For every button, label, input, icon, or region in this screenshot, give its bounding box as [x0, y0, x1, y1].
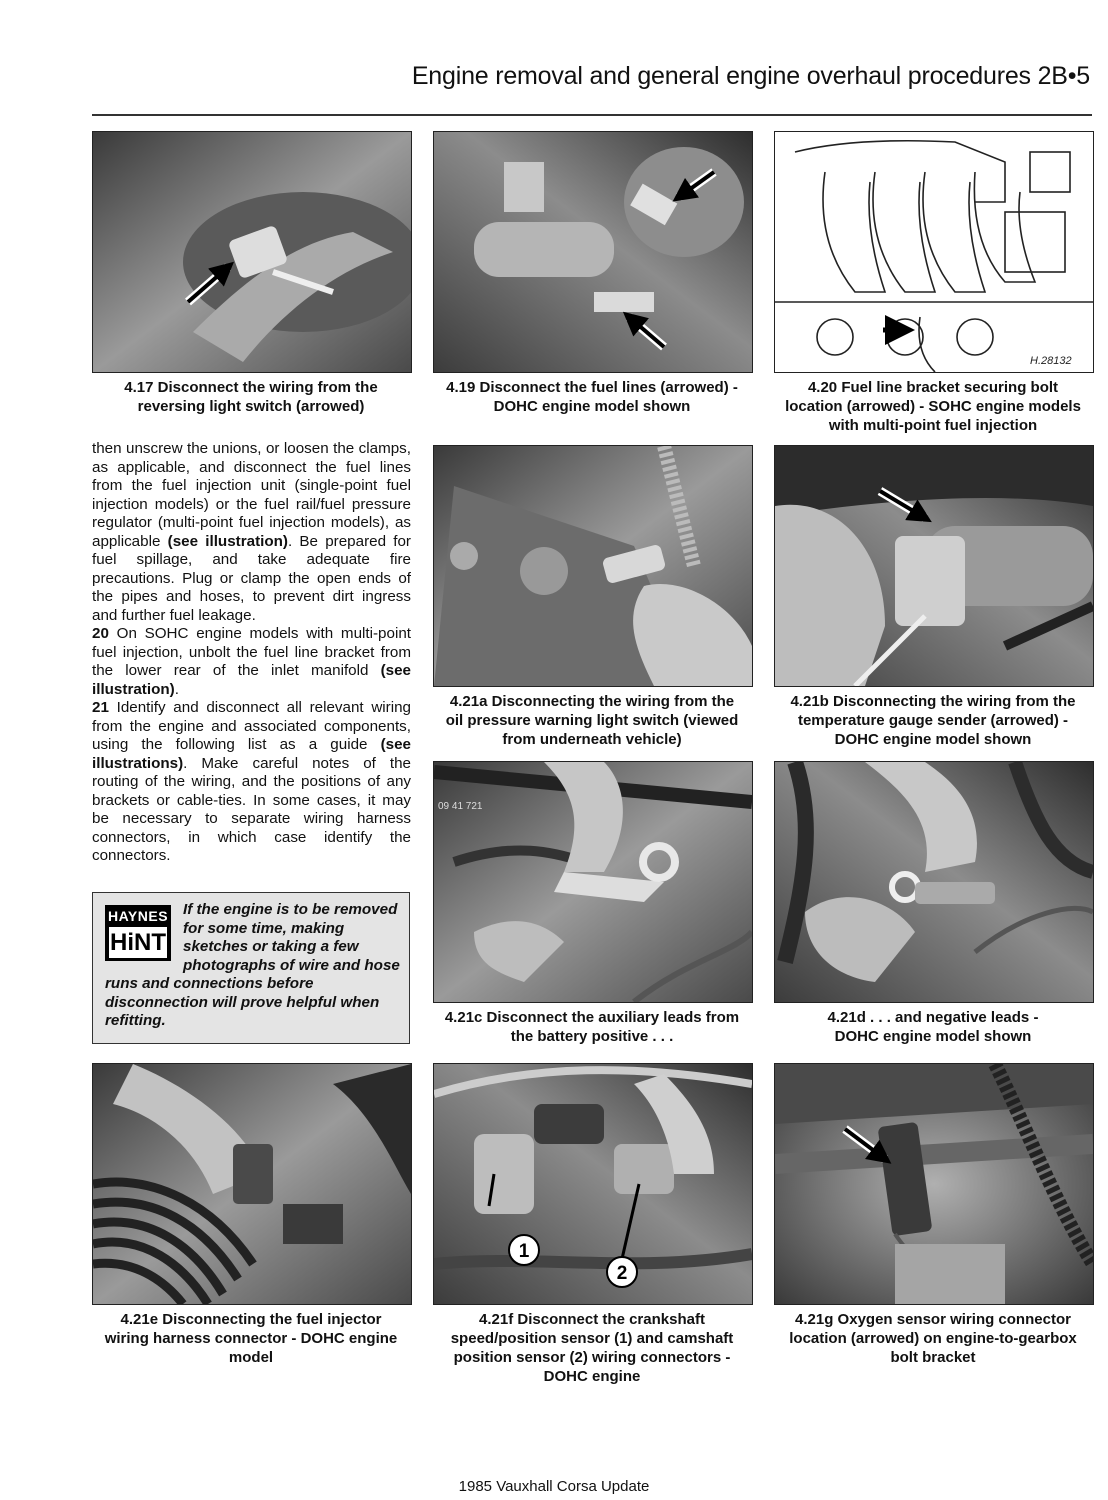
haynes-hint-box — [92, 892, 410, 1044]
text: On SOHC engine models with multi-point fuel injection, unbolt the fuel line bracket from the lower rear of the inlet manifold — [92, 625, 411, 679]
drawing-reference-number: H.28132 — [1030, 355, 1072, 367]
caption-line: DOHC engine model shown — [834, 1028, 1032, 1045]
figure-4-21e-caption — [92, 1310, 410, 1367]
figure-4-21a-photo — [433, 445, 753, 687]
figure-4-19-photo — [433, 131, 753, 373]
callout-marker-2: 2 — [616, 1263, 628, 1284]
paragraph-20 — [92, 625, 411, 699]
caption-line: 4.21g Oxygen sensor wiring connector — [795, 1311, 1071, 1328]
caption-line: 4.21e Disconnecting the fuel injector — [120, 1311, 382, 1328]
figure-4-21c-photo — [433, 761, 753, 1003]
text: . Make careful notes of the routing of the wiring, and the positions of any brackets or cable-ties. In some cases, it may be necessary to separate wiring harness connectors, in which case identify the connectors. — [92, 754, 411, 864]
figure-4-21g-photo — [774, 1063, 1094, 1305]
figure-4-21g-caption — [774, 1310, 1092, 1367]
caption-line: 4.17 Disconnect the wiring from the — [124, 379, 378, 396]
page-footer: 1985 Vauxhall Corsa Update — [458, 1478, 650, 1495]
caption-line: with multi-point fuel injection — [828, 417, 1038, 434]
body-text — [92, 440, 411, 866]
logo-bottom-text: HiNT — [110, 929, 166, 956]
figure-4-21f-caption — [433, 1310, 751, 1386]
figure-4-21c-caption — [433, 1008, 751, 1046]
logo-top-text: HAYNES — [107, 908, 169, 924]
caption-line: 4.21a Disconnecting the wiring from the — [449, 693, 735, 710]
illustration-ref: (see illustrations) — [92, 736, 411, 772]
text: . — [174, 680, 179, 698]
figure-4-20-drawing — [774, 131, 1094, 373]
figure-4-21b-photo — [774, 445, 1094, 687]
caption-line: bolt bracket — [890, 1349, 976, 1366]
figure-4-17-caption — [92, 378, 410, 416]
caption-line: reversing light switch (arrowed) — [137, 398, 365, 415]
page-header-title: Engine removal and general engine overhaul procedures 2B•5 — [411, 62, 1090, 90]
caption-line: DOHC engine model shown — [493, 398, 691, 415]
caption-line: DOHC engine model shown — [834, 731, 1032, 748]
caption-line: 4.20 Fuel line bracket securing bolt — [807, 379, 1059, 396]
caption-line: 4.21f Disconnect the crankshaft — [479, 1311, 705, 1328]
caption-line: wiring harness connector - DOHC engine — [104, 1330, 398, 1347]
caption-line: location (arrowed) - SOHC engine models — [785, 398, 1081, 415]
caption-line: 4.21b Disconnecting the wiring from the — [790, 693, 1076, 710]
caption-line: temperature gauge sender (arrowed) - — [797, 712, 1069, 729]
figure-4-21f-photo — [433, 1063, 753, 1305]
figure-4-19-caption — [433, 378, 751, 416]
figure-4-17-photo — [92, 131, 412, 373]
text: . Be prepared for fuel spillage, and take adequate fire precautions. Plug or clamp the open ends of the pipes and hoses, to prevent dirt ingress and further fuel leakage. — [92, 532, 411, 624]
figure-4-21d-photo — [774, 761, 1094, 1003]
paragraph-19-continued — [92, 440, 411, 625]
callout-marker-1: 1 — [518, 1241, 530, 1262]
caption-line: 4.21d . . . and negative leads - — [827, 1009, 1039, 1026]
photo-label-text: 09 41 721 — [438, 801, 483, 812]
caption-line: 4.19 Disconnect the fuel lines (arrowed) - — [446, 379, 738, 396]
figure-4-21b-caption — [774, 692, 1092, 749]
header-rule — [92, 114, 1092, 116]
paragraph-21 — [92, 699, 411, 866]
caption-line: 4.21c Disconnect the auxiliary leads from — [444, 1009, 740, 1026]
figure-4-21e-photo — [92, 1063, 412, 1305]
text: Identify and disconnect all relevant wiring from the engine and associated components, using the following list as a guide — [92, 699, 411, 753]
step-number: 20 — [92, 625, 109, 642]
step-number: 21 — [92, 699, 109, 716]
figure-4-20-caption — [774, 378, 1092, 435]
hint-text: If the engine is to be removed for some time, making sketches or taking a few photographs of wire and hose runs and connections before disconnection will prove helpful when refitting. — [105, 901, 400, 1029]
text: then unscrew the unions, or loosen the clamps, as applicable, and disconnect the fuel lines from the fuel injection unit (single-point fuel injection models) or the fuel rail/fuel pressure regulator (multi-point fuel injection models), as applicable — [92, 440, 411, 550]
hint-text-block — [105, 901, 401, 1031]
caption-line: model — [228, 1349, 274, 1366]
caption-line: location (arrowed) on engine-to-gearbox — [789, 1330, 1077, 1347]
figure-4-21d-caption — [774, 1008, 1092, 1046]
illustration-ref: (see illustration) — [92, 662, 411, 698]
caption-line: speed/position sensor (1) and camshaft — [450, 1330, 734, 1347]
figure-4-21a-caption — [433, 692, 751, 749]
caption-line: position sensor (2) wiring connectors - — [453, 1349, 731, 1366]
caption-line: from underneath vehicle) — [502, 731, 682, 748]
illustration-ref: (see illustration) — [167, 532, 288, 550]
caption-line: the battery positive . . . — [510, 1028, 674, 1045]
caption-line: DOHC engine — [543, 1368, 641, 1385]
caption-line: oil pressure warning light switch (viewed — [445, 712, 739, 729]
